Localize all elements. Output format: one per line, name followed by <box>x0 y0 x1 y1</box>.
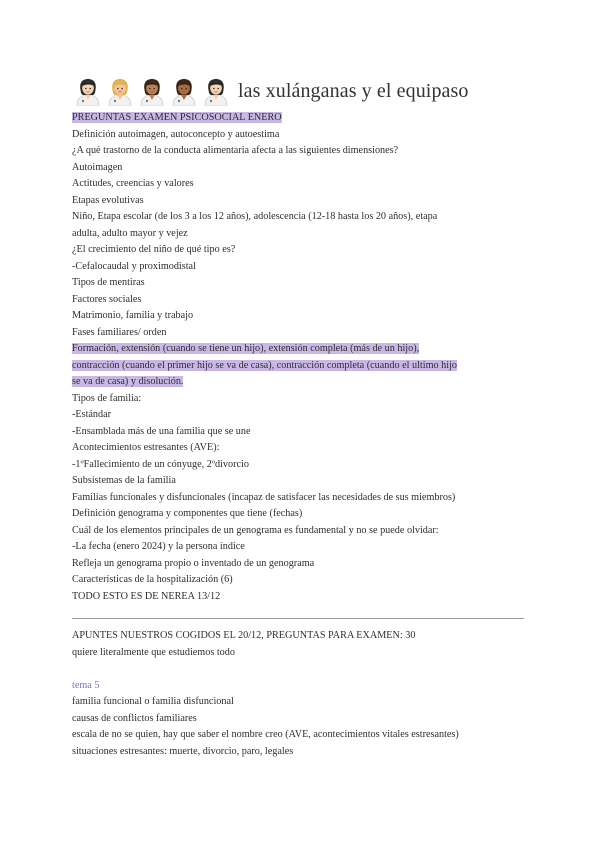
text-line: causas de conflictos familiares <box>72 712 197 724</box>
text-line: Características de la hospitalización (6) <box>72 574 233 585</box>
text-line: Matrimonio, familia y trabajo <box>72 310 194 321</box>
horizontal-divider <box>72 618 524 619</box>
text-line: Definición autoimagen, autoconcepto y autoestima <box>72 128 280 140</box>
text-line: situaciones estresantes: muerte, divorcio, paro, legales <box>72 745 294 757</box>
highlighted-text: se va de casa) y disolución. <box>72 376 184 387</box>
notes-subheading: quiere literalmente que estudiemos todo <box>72 646 235 658</box>
document-title: las xulánganas y el equipaso <box>238 79 469 102</box>
text-line: ¿A qué trastorno de la conducta alimentaria afecta a las siguientes dimensiones? <box>72 145 399 156</box>
text-line: -Ensamblada más de una familia que se une <box>72 425 251 437</box>
text-line: -Cefalocaudal y proximodistal <box>72 260 196 272</box>
text-line: TODO ESTO ES DE NEREA 13/12 <box>72 590 221 602</box>
tema-label: tema 5 <box>72 679 100 691</box>
text-line: ¿El crecimiento del niño de qué tipo es? <box>72 244 236 255</box>
text-line: escala de no se quien, hay que saber el nombre creo (AVE, acontecimientos vitales estresantes) <box>72 729 459 740</box>
text-line: -1ºFallecimiento de un cónyuge, 2ºdivorcio <box>72 458 249 470</box>
text-line: Autoimagen <box>72 161 123 173</box>
tema-list <box>72 694 532 760</box>
highlighted-answer-block <box>72 341 532 391</box>
text-line: Tipos de mentiras <box>72 277 145 288</box>
text-line: Familias funcionales y disfuncionales (incapaz de satisfacer las necesidades de sus miembros) <box>72 491 456 503</box>
highlighted-text: contracción (cuando el primer hijo se va de casa), contracción completa (cuando el ultimo hijo <box>72 359 457 371</box>
text-line: Etapas evolutivas <box>72 194 144 206</box>
highlighted-heading: PREGUNTAS EXAMEN PSICOSOCIAL ENERO <box>72 112 282 123</box>
woman-health-worker-icon <box>170 76 198 106</box>
woman-health-worker-icon <box>74 76 102 106</box>
text-line: Cuál de los elementos principales de un genograma es fundamental y no se puede olvidar: <box>72 524 439 536</box>
text-line <box>72 341 532 358</box>
woman-health-worker-icon <box>106 76 134 106</box>
text-line: Niño, Etapa escolar (de los 3 a los 12 años), adolescencia (12-18 hasta los 20 años), etapa <box>72 211 438 222</box>
text-line: adulta, adulto mayor y vejez <box>72 227 188 239</box>
text-line: -Estándar <box>72 409 112 420</box>
text-line <box>72 374 532 391</box>
text-line: Fases familiares/ orden <box>72 326 167 338</box>
woman-health-worker-icon <box>202 76 230 106</box>
question-list-b <box>72 391 532 606</box>
text-line: Definición genograma y componentes que tiene (fechas) <box>72 508 303 519</box>
section-heading <box>72 110 532 127</box>
text-line: familia funcional o familia disfuncional <box>72 696 234 707</box>
text-line: Tipos de familia: <box>72 392 142 404</box>
exam-questions-section <box>72 110 532 605</box>
document-header <box>74 74 469 108</box>
text-line: Refleja un genograma propio o inventado de un genograma <box>72 557 315 569</box>
emoji-row <box>74 76 230 106</box>
text-line: -La fecha (enero 2024) y la persona índice <box>72 541 245 552</box>
woman-health-worker-icon <box>138 76 166 106</box>
spacer <box>72 661 532 678</box>
notes-heading: APUNTES NUESTROS COGIDOS EL 20/12, PREGUNTAS PARA EXAMEN: 30 <box>72 630 416 641</box>
highlighted-text: Formación, extensión (cuando se tiene un hijo), extensión completa (más de un hijo), <box>72 343 420 354</box>
question-list-a <box>72 127 532 342</box>
text-line: Actitudes, creencias y valores <box>72 178 194 189</box>
text-line <box>72 358 532 375</box>
text-line: Factores sociales <box>72 293 142 305</box>
text-line: Subsistemas de la familia <box>72 475 176 486</box>
notes-section <box>72 628 532 760</box>
text-line: Acontecimientos estresantes (AVE): <box>72 442 220 453</box>
